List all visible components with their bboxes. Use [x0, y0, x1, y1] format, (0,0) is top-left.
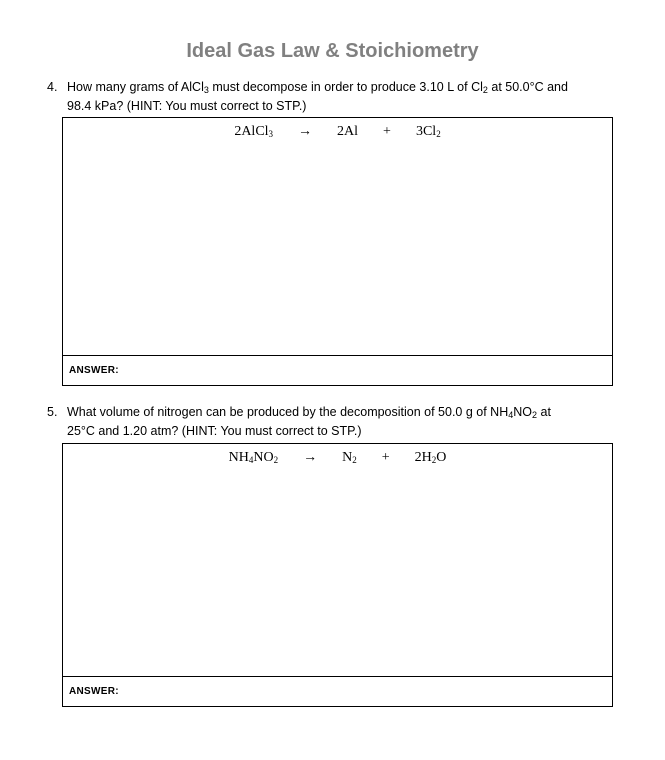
question-number: 4. [47, 80, 58, 94]
question-5 [47, 404, 637, 439]
question-text: How many grams of AlCl$_3$ must decompose in order to produce 3.10 L of $Cl_2$ at 50.0°C and 98.4 kPa? (HINT: You must correct to STP.) [67, 80, 568, 113]
answer-field[interactable] [63, 356, 612, 385]
arrow-icon: → [303, 450, 318, 465]
answer-box-4 [62, 117, 613, 386]
work-area[interactable] [63, 444, 612, 677]
product-1: $N_2$ [342, 450, 357, 465]
plus-sign: + [383, 124, 391, 139]
product-1: 2Al [337, 124, 359, 139]
arrow-icon: → [298, 124, 313, 139]
product-2: $3Cl_2$ [415, 124, 441, 139]
answer-field[interactable] [63, 677, 612, 706]
answer-label: ANSWER: [69, 365, 119, 376]
answer-label: ANSWER: [69, 686, 119, 697]
product-2: $2H_2O$ [414, 450, 447, 465]
answer-box-5 [62, 443, 613, 707]
reactant: 2AlCl$_3$ [234, 124, 274, 139]
question-4 [47, 79, 637, 114]
reactant: $NH_4NO_2$ [228, 450, 279, 465]
question-text: What volume of nitrogen can be produced by the decomposition of 50.0 g of $NH_4NO_2$ at 25°C and 1.20 atm? (HINT: You must correct to STP.) [67, 405, 551, 438]
page-title: Ideal Gas Law & Stoichiometry [186, 40, 479, 62]
work-area[interactable] [63, 118, 612, 356]
chemical-equation [63, 450, 612, 466]
plus-sign: + [381, 450, 390, 465]
question-number: 5. [47, 405, 58, 419]
chemical-equation [63, 124, 612, 140]
